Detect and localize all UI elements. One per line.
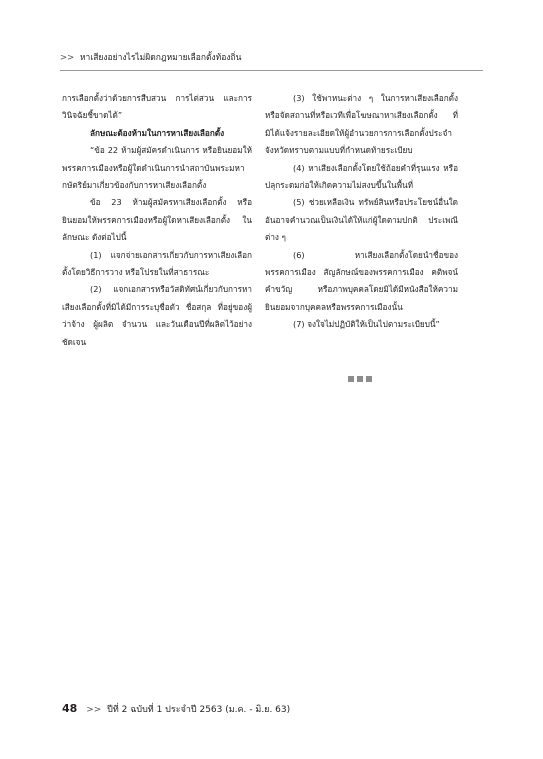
header-divider — [60, 70, 483, 71]
paragraph: (2) แจกเอกสารหรือวัสดิทัศน์เกี่ยวกับการหาเสียงเลือกตั้งที่มิได้มีการระบุชื่อตัว ชื่อสกุล ที่อยู่ของผู้ว่าจ้าง ผู้ผลิต จำนวน และวันเดือนปีที่ผลิตไว้อย่างชัดเจน — [62, 284, 252, 347]
section-end-ornament — [348, 376, 372, 382]
ornament-square-icon — [366, 376, 372, 382]
left-column — [62, 90, 252, 351]
section-heading: ลักษณะต้องห้ามในการหาเสียงเลือกตั้ง — [90, 127, 225, 138]
header-arrow-icon: >> — [60, 53, 75, 63]
page-number: 48 — [62, 702, 78, 715]
ornament-square-icon — [348, 376, 354, 382]
paragraph: “ข้อ 22 ห้ามผู้สมัครดำเนินการ หรือยินยอมให้พรรคการเมืองหรือผู้ใดดำเนินการนำสถาบันพระมหากษัตริย์มาเกี่ยวข้องกับการหาเสียงเลือกตั้ง — [62, 145, 252, 191]
running-header — [60, 52, 480, 64]
paragraph: (7) จงใจไม่ปฏิบัติให้เป็นไปตามระเบียบนี้” — [293, 319, 440, 330]
ornament-square-icon — [357, 376, 363, 382]
right-column — [265, 90, 458, 334]
header-title: หาเสียงอย่างไรไม่ผิดกฎหมายเลือกตั้งท้องถิ่น — [79, 53, 242, 63]
paragraph: (6) หาเสียงเลือกตั้งโดยนำชื่อของพรรคการเมือง สัญลักษณ์ของพรรคการเมือง คติพจน์ คำขวัญ หรือภาพบุคคลโดยมิได้มีหนังสือให้ความยินยอมจากบุคคลหรือพรรคการเมืองนั้น — [265, 249, 458, 312]
paragraph: (5) ช่วยเหลือเงิน ทรัพย์สินหรือประโยชน์อื่นใดอันอาจคำนวณเป็นเงินได้ให้แก่ผู้ใดตามปกติ ประเพณีต่าง ๆ — [265, 197, 458, 243]
paragraph: (3) ใช้พาหนะต่าง ๆ ในการหาเสียงเลือกตั้ง หรือจัดสถานที่หรือเวทีเพื่อโฆษณาหาเสียงเลือกตั้ง ที่มิได้แจ้งรายละเอียดให้ผู้อำนวยการการเลือกตั้งประจำจังหวัดทราบตามแบบที่กำหนดท้ายระเบียบ — [265, 93, 458, 156]
paragraph: ข้อ 23 ห้ามผู้สมัครหาเสียงเลือกตั้ง หรือยินยอมให้พรรคการเมืองหรือผู้ใดหาเสียงเลือกตั้ง ในลักษณะ ดังต่อไปนี้ — [62, 197, 252, 243]
paragraph: การเลือกตั้งว่าด้วยการสืบสวน การไต่สวน และการวินิจฉัยชี้ขาดได้” — [62, 93, 252, 121]
issue-info: ปีที่ 2 ฉบับที่ 1 ประจำปี 2563 (ม.ค. - มิ.ย. 63) — [107, 705, 291, 715]
page-footer — [62, 702, 290, 716]
paragraph: (1) แจกจ่ายเอกสารเกี่ยวกับการหาเสียงเลือกตั้งโดยวิธีการวาง หรือโปรยในที่สาธารณะ — [62, 249, 252, 278]
paragraph: (4) หาเสียงเลือกตั้งโดยใช้ถ้อยคำที่รุนแรง หรือปลุกระดมก่อให้เกิดความไม่สงบขึ้นในพื้นที่ — [265, 162, 458, 191]
footer-arrow-icon: >> — [86, 705, 102, 715]
